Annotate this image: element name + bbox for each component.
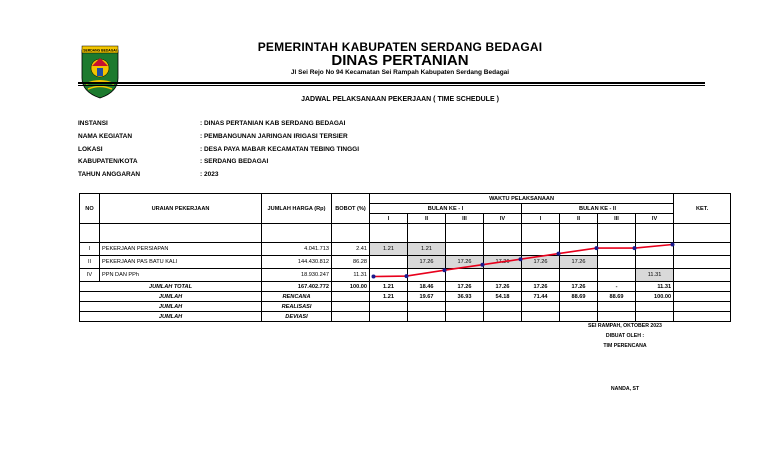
month-2-header: BULAN KE - II xyxy=(522,204,674,214)
week-cell: 1.21 xyxy=(408,243,446,256)
week-cell xyxy=(636,256,674,269)
week-cell: 17.26 xyxy=(484,256,522,269)
cell xyxy=(522,312,560,322)
rencana-week: 100.00 xyxy=(636,292,674,302)
realisasi-sub: REALISASI xyxy=(262,302,332,312)
week-cell xyxy=(598,269,636,282)
cell xyxy=(370,224,408,243)
col-no-header: NO xyxy=(80,194,100,224)
row-ket xyxy=(674,256,731,269)
deviasi-sub: DEVIASI xyxy=(262,312,332,322)
header-address: Jl Sei Rejo No 94 Kecamatan Sei Rampah Kabupaten Serdang Bedagai xyxy=(290,69,510,76)
signature-place-date: SEI RAMPAH, OKTOBER 2023 xyxy=(588,323,662,329)
week-cell xyxy=(598,256,636,269)
row-no: II xyxy=(80,256,100,269)
week-cell xyxy=(446,269,484,282)
week-cell xyxy=(560,269,598,282)
rencana-sub: RENCANA xyxy=(262,292,332,302)
week-header: II xyxy=(560,214,598,224)
month-1-header: BULAN KE - I xyxy=(370,204,522,214)
total-week: 11.31 xyxy=(636,282,674,292)
info-row xyxy=(78,171,359,184)
row-no: IV xyxy=(80,269,100,282)
header-rule-thick xyxy=(78,82,705,84)
week-header: I xyxy=(370,214,408,224)
info-key: LOKASI xyxy=(78,145,103,153)
week-header: IV xyxy=(636,214,674,224)
week-header: IV xyxy=(484,214,522,224)
week-cell: 17.26 xyxy=(446,256,484,269)
cell xyxy=(636,302,674,312)
signature-made-by: DIBUAT OLEH : xyxy=(605,333,645,339)
week-cell xyxy=(636,243,674,256)
cell xyxy=(560,224,598,243)
total-week: 17.26 xyxy=(560,282,598,292)
info-key: NAMA KEGIATAN xyxy=(78,132,133,140)
cell xyxy=(262,224,332,243)
week-cell: 17.26 xyxy=(522,256,560,269)
cell xyxy=(484,224,522,243)
total-week: 1.21 xyxy=(370,282,408,292)
cell xyxy=(636,312,674,322)
row-harga: 4.041.713 xyxy=(262,243,332,256)
col-uraian-header: URAIAN PEKERJAAN xyxy=(100,194,262,224)
row-bobot: 11.31 xyxy=(332,269,370,282)
row-uraian: PEKERJAAN PERSIAPAN xyxy=(100,243,262,256)
week-cell xyxy=(370,269,408,282)
cell xyxy=(446,302,484,312)
svg-text:SERDANG BEDAGAI: SERDANG BEDAGAI xyxy=(83,48,117,53)
week-header: III xyxy=(446,214,484,224)
info-row xyxy=(78,120,359,133)
rencana-label: JUMLAH xyxy=(80,292,262,302)
cell xyxy=(370,302,408,312)
total-label: JUMLAH TOTAL xyxy=(80,282,262,292)
rencana-week: 88.69 xyxy=(560,292,598,302)
info-value: : DESA PAYA MABAR KECAMATAN TEBING TINGGI xyxy=(200,145,360,153)
schedule-table xyxy=(79,193,731,322)
cell xyxy=(446,224,484,243)
project-info xyxy=(78,120,359,184)
total-week: - xyxy=(598,282,636,292)
total-ket xyxy=(674,282,731,292)
col-waktu-header: WAKTU PELAKSANAAN xyxy=(370,194,674,204)
cell xyxy=(560,302,598,312)
realisasi-label: JUMLAH xyxy=(80,302,262,312)
deviasi-label: JUMLAH xyxy=(80,312,262,322)
row-bobot: 86.28 xyxy=(332,256,370,269)
realisasi-row xyxy=(80,302,731,312)
cell xyxy=(332,302,370,312)
cell xyxy=(408,302,446,312)
header-government: PEMERINTAH KABUPATEN SERDANG BEDAGAI xyxy=(257,40,543,54)
regency-logo xyxy=(78,44,122,100)
cell xyxy=(446,312,484,322)
row-harga: 144.430.812 xyxy=(262,256,332,269)
info-key: INSTANSI xyxy=(78,120,108,127)
cell xyxy=(598,224,636,243)
cell xyxy=(560,312,598,322)
week-cell xyxy=(446,243,484,256)
week-cell: 17.26 xyxy=(560,256,598,269)
signature-name: NANDA, ST xyxy=(610,386,640,392)
col-bobot-header: BOBOT (%) xyxy=(332,194,370,224)
info-row xyxy=(78,158,359,171)
rencana-week: 19.67 xyxy=(408,292,446,302)
rencana-week: 36.93 xyxy=(446,292,484,302)
rencana-week: 71.44 xyxy=(522,292,560,302)
cell xyxy=(674,224,731,243)
cell xyxy=(408,312,446,322)
total-bobot: 100.00 xyxy=(332,282,370,292)
cell xyxy=(80,224,100,243)
header-row xyxy=(80,194,731,204)
week-cell xyxy=(598,243,636,256)
cell xyxy=(370,312,408,322)
week-cell: 1.21 xyxy=(370,243,408,256)
info-value: : SERDANG BEDAGAI xyxy=(200,158,269,166)
total-row xyxy=(80,282,731,292)
rencana-week: 88.69 xyxy=(598,292,636,302)
spacer-row xyxy=(80,224,731,243)
cell xyxy=(636,224,674,243)
week-cell xyxy=(408,269,446,282)
cell xyxy=(674,302,731,312)
row-ket xyxy=(674,243,731,256)
total-week: 18.46 xyxy=(408,282,446,292)
rencana-week: 1.21 xyxy=(370,292,408,302)
deviasi-row xyxy=(80,312,731,322)
cell xyxy=(408,224,446,243)
info-key: KABUPATEN/KOTA xyxy=(78,158,138,166)
header-department: DINAS PERTANIAN xyxy=(331,52,469,69)
cell xyxy=(332,224,370,243)
cell xyxy=(484,312,522,322)
info-value: : 2023 xyxy=(200,171,219,179)
info-value: : PEMBANGUNAN JARINGAN IRIGASI TERSIER xyxy=(200,132,348,140)
col-ket-header: KET. xyxy=(674,194,731,224)
week-header: III xyxy=(598,214,636,224)
week-cell xyxy=(484,243,522,256)
info-row xyxy=(78,146,359,159)
cell xyxy=(100,224,262,243)
row-uraian: PEKERJAAN PAS BATU KALI xyxy=(100,256,262,269)
row-bobot: 2.41 xyxy=(332,243,370,256)
week-cell: 17.26 xyxy=(408,256,446,269)
rencana-week: 54.18 xyxy=(484,292,522,302)
info-row xyxy=(78,133,359,146)
cell xyxy=(674,292,731,302)
row-harga: 18.930.247 xyxy=(262,269,332,282)
table-row xyxy=(80,256,731,269)
cell xyxy=(522,302,560,312)
week-header: II xyxy=(408,214,446,224)
total-harga: 167.402.772 xyxy=(262,282,332,292)
total-week: 17.26 xyxy=(446,282,484,292)
info-key: TAHUN ANGGARAN xyxy=(78,171,141,179)
cell xyxy=(522,224,560,243)
cell xyxy=(598,302,636,312)
week-cell xyxy=(522,243,560,256)
week-cell xyxy=(522,269,560,282)
week-cell xyxy=(484,269,522,282)
schedule-title: JADWAL PELAKSANAAN PEKERJAAN ( TIME SCHEDULE ) xyxy=(301,96,499,103)
table-row xyxy=(80,269,731,282)
cell xyxy=(674,312,731,322)
header-rule-thin xyxy=(78,85,705,86)
total-week: 17.26 xyxy=(522,282,560,292)
rencana-row xyxy=(80,292,731,302)
row-ket xyxy=(674,269,731,282)
week-header: I xyxy=(522,214,560,224)
week-cell xyxy=(560,243,598,256)
table-row xyxy=(80,243,731,256)
cell xyxy=(332,292,370,302)
info-value: : DINAS PERTANIAN KAB SERDANG BEDAGAI xyxy=(200,120,346,127)
row-uraian: PPN DAN PPh xyxy=(100,269,262,282)
cell xyxy=(598,312,636,322)
col-harga-header: JUMLAH HARGA (Rp) xyxy=(262,194,332,224)
total-week: 17.26 xyxy=(484,282,522,292)
cell xyxy=(332,312,370,322)
row-no: I xyxy=(80,243,100,256)
cell xyxy=(484,302,522,312)
week-cell xyxy=(370,256,408,269)
week-cell: 11.31 xyxy=(636,269,674,282)
signature-team: TIM PERENCANA xyxy=(603,343,647,349)
